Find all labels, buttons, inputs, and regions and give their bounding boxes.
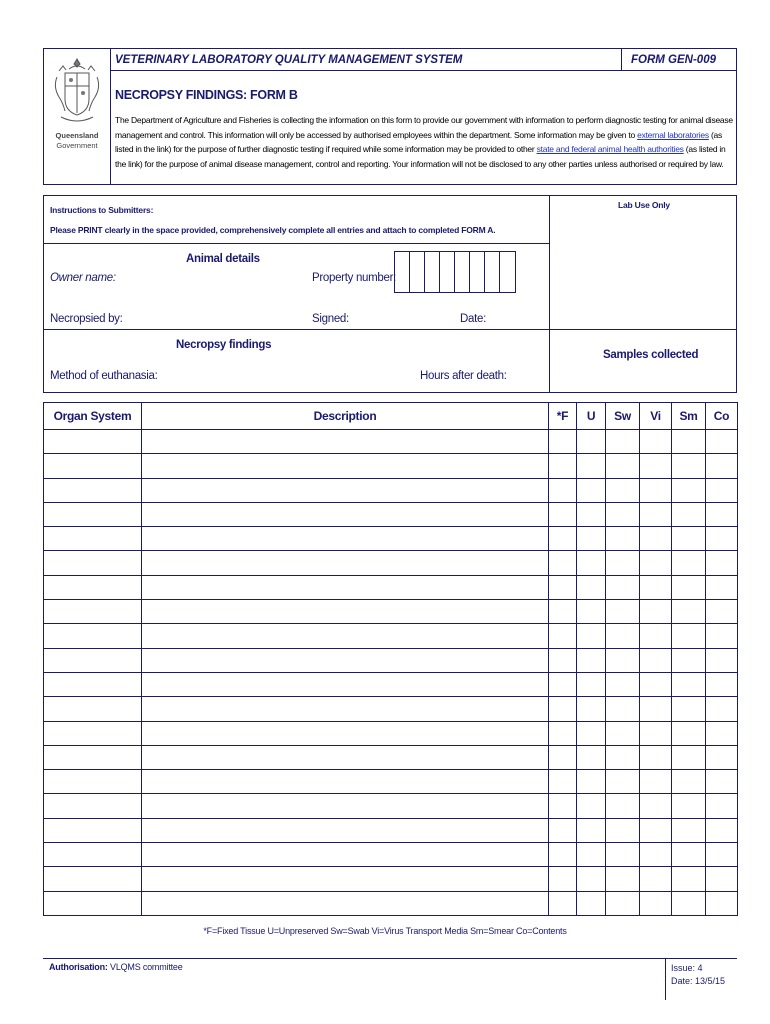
samples-collected-heading: Samples collected [603,349,699,361]
sample-cell[interactable] [640,478,672,502]
sample-cell[interactable] [606,672,640,696]
sample-cell[interactable] [672,843,706,867]
organ-system-cell[interactable] [44,624,142,648]
table-row [44,672,738,696]
sample-cell[interactable] [549,721,577,745]
sample-cell[interactable] [549,430,577,454]
footer-divider [43,958,737,959]
sample-cell[interactable] [640,818,672,842]
sample-cell[interactable] [577,794,606,818]
sample-cell[interactable] [706,454,738,478]
sample-cell[interactable] [549,502,577,526]
sample-cell[interactable] [577,745,606,769]
organ-system-cell[interactable] [44,648,142,672]
col-swab: Sw [606,403,640,430]
form-number: FORM GEN-009 [622,49,736,71]
sample-cell[interactable] [577,891,606,915]
animal-health-authorities-link[interactable]: state and federal animal health authorities [536,144,684,154]
sample-cell[interactable] [577,697,606,721]
sample-cell[interactable] [549,551,577,575]
sample-cell[interactable] [672,770,706,794]
sample-cell[interactable] [640,770,672,794]
sample-cell[interactable] [672,794,706,818]
method-of-euthanasia-label: Method of euthanasia: [50,370,158,382]
sample-cell[interactable] [672,600,706,624]
organ-system-cell[interactable] [44,454,142,478]
instructions-text: Please PRINT clearly in the space provided, comprehensively complete all entries and attach to completed FORM A. [50,225,496,235]
sample-cell[interactable] [706,770,738,794]
sample-cell[interactable] [640,600,672,624]
sample-cell[interactable] [706,745,738,769]
sample-cell[interactable] [606,794,640,818]
table-row [44,770,738,794]
footer-divider [665,958,666,1000]
sample-cell[interactable] [706,794,738,818]
table-row [44,648,738,672]
sample-cell[interactable] [640,867,672,891]
table-row [44,843,738,867]
col-description: Description [142,403,549,430]
table-row [44,430,738,454]
description-cell[interactable] [142,551,549,575]
privacy-text-2: (as listed in the link) for the purpose of further diagnostic testing if required while some information may be provided to other [115,129,723,154]
organ-system-cell[interactable] [44,430,142,454]
sample-cell[interactable] [606,648,640,672]
lab-use-label: Lab Use Only [618,200,670,210]
sample-cell[interactable] [549,843,577,867]
sample-cell[interactable] [577,454,606,478]
sample-cell[interactable] [672,818,706,842]
signed-label: Signed: [312,313,349,325]
sample-cell[interactable] [577,551,606,575]
organ-system-cell[interactable] [44,721,142,745]
sample-cell[interactable] [606,624,640,648]
authorisation-value: VLQMS committee [110,962,183,972]
sample-cell[interactable] [706,721,738,745]
sample-cell[interactable] [577,648,606,672]
col-fixed-tissue: *F [549,403,577,430]
sample-cell[interactable] [672,672,706,696]
description-cell[interactable] [142,430,549,454]
table-row [44,697,738,721]
system-title: VETERINARY LABORATORY QUALITY MANAGEMENT SYSTEM [110,49,622,71]
table-row [44,478,738,502]
sample-cell[interactable] [640,794,672,818]
description-cell[interactable] [142,721,549,745]
sample-cell[interactable] [606,551,640,575]
sample-cell[interactable] [706,891,738,915]
sample-cell[interactable] [706,672,738,696]
sample-cell[interactable] [640,697,672,721]
sample-cell[interactable] [549,672,577,696]
sample-cell[interactable] [706,527,738,551]
organ-system-cell[interactable] [44,697,142,721]
organ-system-cell[interactable] [44,818,142,842]
sample-cell[interactable] [672,478,706,502]
issue-number: Issue: 4 [671,963,703,973]
sample-cell[interactable] [606,770,640,794]
sample-cell[interactable] [606,502,640,526]
sample-cell[interactable] [706,818,738,842]
sample-cell[interactable] [549,745,577,769]
sample-cell[interactable] [606,575,640,599]
property-number-label: Property number: [312,272,397,284]
sample-cell[interactable] [549,624,577,648]
sample-cell[interactable] [706,430,738,454]
authorisation-label: Authorisation: [49,962,108,972]
sample-cell[interactable] [672,551,706,575]
sample-cell[interactable] [606,843,640,867]
description-cell[interactable] [142,600,549,624]
details-section [43,195,737,393]
sample-cell[interactable] [577,430,606,454]
sample-cell[interactable] [640,430,672,454]
sample-cell[interactable] [672,697,706,721]
logo-cell [44,49,111,184]
table-row [44,551,738,575]
description-cell[interactable] [142,454,549,478]
organ-system-cell[interactable] [44,794,142,818]
table-row [44,891,738,915]
organ-system-cell[interactable] [44,672,142,696]
sample-cell[interactable] [549,867,577,891]
sample-cell[interactable] [577,721,606,745]
description-cell[interactable] [142,527,549,551]
instructions-heading: Instructions to Submitters: [50,205,154,215]
sample-cell[interactable] [577,843,606,867]
sample-cell[interactable] [577,527,606,551]
sample-cell[interactable] [606,818,640,842]
table-row [44,575,738,599]
sample-cell[interactable] [672,575,706,599]
organ-system-cell[interactable] [44,551,142,575]
issue-info [671,962,725,988]
sample-cell[interactable] [606,721,640,745]
table-row [44,794,738,818]
sample-cell[interactable] [549,794,577,818]
sample-cell[interactable] [577,502,606,526]
sample-cell[interactable] [577,575,606,599]
table-row [44,745,738,769]
sample-cell[interactable] [672,648,706,672]
sample-cell[interactable] [577,770,606,794]
organ-system-cell[interactable] [44,891,142,915]
owner-name-label: Owner name: [50,272,116,284]
organ-system-cell[interactable] [44,478,142,502]
sample-cell[interactable] [706,551,738,575]
sample-cell[interactable] [549,575,577,599]
queensland-crest-icon [51,55,103,131]
sample-cell[interactable] [672,527,706,551]
authorisation [49,962,183,972]
hours-after-death-label: Hours after death: [420,370,507,382]
table-row [44,867,738,891]
sample-cell[interactable] [577,867,606,891]
table-row [44,454,738,478]
sample-cell[interactable] [549,697,577,721]
sample-cell[interactable] [640,454,672,478]
table-row [44,624,738,648]
sample-cell[interactable] [640,624,672,648]
organ-system-cell[interactable] [44,770,142,794]
sample-cell[interactable] [577,600,606,624]
organ-system-cell[interactable] [44,502,142,526]
form-title: NECROPSY FINDINGS: FORM B [115,88,298,102]
sample-cell[interactable] [672,745,706,769]
description-cell[interactable] [142,745,549,769]
description-cell[interactable] [142,770,549,794]
sample-cell[interactable] [549,478,577,502]
sample-cell[interactable] [706,843,738,867]
sample-cell[interactable] [549,454,577,478]
sample-cell[interactable] [672,454,706,478]
description-cell[interactable] [142,818,549,842]
table-row [44,721,738,745]
sample-cell[interactable] [577,624,606,648]
sample-cell[interactable] [640,575,672,599]
organ-system-cell[interactable] [44,600,142,624]
sample-cell[interactable] [706,502,738,526]
sample-cell[interactable] [640,843,672,867]
description-cell[interactable] [142,502,549,526]
description-cell[interactable] [142,575,549,599]
sample-cell[interactable] [577,672,606,696]
sample-legend: *F=Fixed Tissue U=Unpreserved Sw=Swab Vi=Virus Transport Media Sm=Smear Co=Contents [203,926,567,936]
sample-cell[interactable] [672,721,706,745]
divider [549,196,550,392]
organ-system-cell[interactable] [44,867,142,891]
description-cell[interactable] [142,794,549,818]
sample-cell[interactable] [640,648,672,672]
sample-cell[interactable] [706,624,738,648]
necropsied-by-label: Necropsied by: [50,313,123,325]
sample-cell[interactable] [706,478,738,502]
sample-cell[interactable] [549,648,577,672]
form-header [43,48,737,185]
sample-cell[interactable] [640,672,672,696]
sample-cell[interactable] [640,745,672,769]
col-smear: Sm [672,403,706,430]
government-name: Queensland [55,131,99,140]
sample-cell[interactable] [706,575,738,599]
sample-cell[interactable] [549,818,577,842]
sample-cell[interactable] [672,867,706,891]
sample-cell[interactable] [549,600,577,624]
sample-cell[interactable] [672,624,706,648]
sample-cell[interactable] [606,697,640,721]
animal-details-heading: Animal details [186,253,260,265]
sample-cell[interactable] [706,697,738,721]
divider [44,243,549,244]
col-contents: Co [706,403,738,430]
table-row [44,818,738,842]
col-organ-system: Organ System [44,403,142,430]
divider [44,329,736,330]
privacy-statement [115,113,735,171]
sample-cell[interactable] [640,891,672,915]
government-sub: Government [56,141,98,150]
organ-system-cell[interactable] [44,527,142,551]
description-cell[interactable] [142,478,549,502]
sample-cell[interactable] [672,430,706,454]
sample-cell[interactable] [606,891,640,915]
sample-cell[interactable] [577,478,606,502]
sample-cell[interactable] [549,527,577,551]
description-cell[interactable] [142,697,549,721]
sample-cell[interactable] [672,502,706,526]
sample-cell[interactable] [606,867,640,891]
description-cell[interactable] [142,843,549,867]
sample-cell[interactable] [606,454,640,478]
table-row [44,527,738,551]
issue-date: Date: 13/5/15 [671,976,726,986]
privacy-text-3: (as listed in the link) for the purpose of animal disease management, control and reporting. Your information will not be disclosed to any other parties unless authorised or required by law. [115,144,726,169]
sample-cell[interactable] [606,430,640,454]
organ-system-cell[interactable] [44,843,142,867]
description-cell[interactable] [142,867,549,891]
table-row [44,600,738,624]
sample-cell[interactable] [577,818,606,842]
sample-cell[interactable] [640,721,672,745]
property-number-input[interactable] [394,251,516,293]
description-cell[interactable] [142,891,549,915]
sample-cell[interactable] [549,770,577,794]
organ-system-cell[interactable] [44,575,142,599]
organ-system-cell[interactable] [44,745,142,769]
findings-table [43,402,738,916]
external-laboratories-link[interactable]: external laboratories [637,129,709,140]
sample-cell[interactable] [640,502,672,526]
sample-cell[interactable] [706,648,738,672]
sample-cell[interactable] [706,867,738,891]
col-unpreserved: U [577,403,606,430]
privacy-text-1: The Department of Agriculture and Fisheries is collecting the information on this form to provide our government with information to perform diagnostic testing for animal disease management and control. This information will only be accessed by authorised employees within the department. Some information may be given to [115,115,733,140]
col-virus-transport: Vi [640,403,672,430]
sample-cell[interactable] [640,527,672,551]
sample-cell[interactable] [706,600,738,624]
description-cell[interactable] [142,672,549,696]
description-cell[interactable] [142,648,549,672]
sample-cell[interactable] [606,478,640,502]
sample-cell[interactable] [606,527,640,551]
sample-cell[interactable] [549,891,577,915]
sample-cell[interactable] [672,891,706,915]
description-cell[interactable] [142,624,549,648]
sample-cell[interactable] [640,551,672,575]
necropsy-findings-heading: Necropsy findings [176,339,272,351]
sample-cell[interactable] [606,600,640,624]
table-row [44,502,738,526]
date-label: Date: [460,313,486,325]
sample-cell[interactable] [606,745,640,769]
